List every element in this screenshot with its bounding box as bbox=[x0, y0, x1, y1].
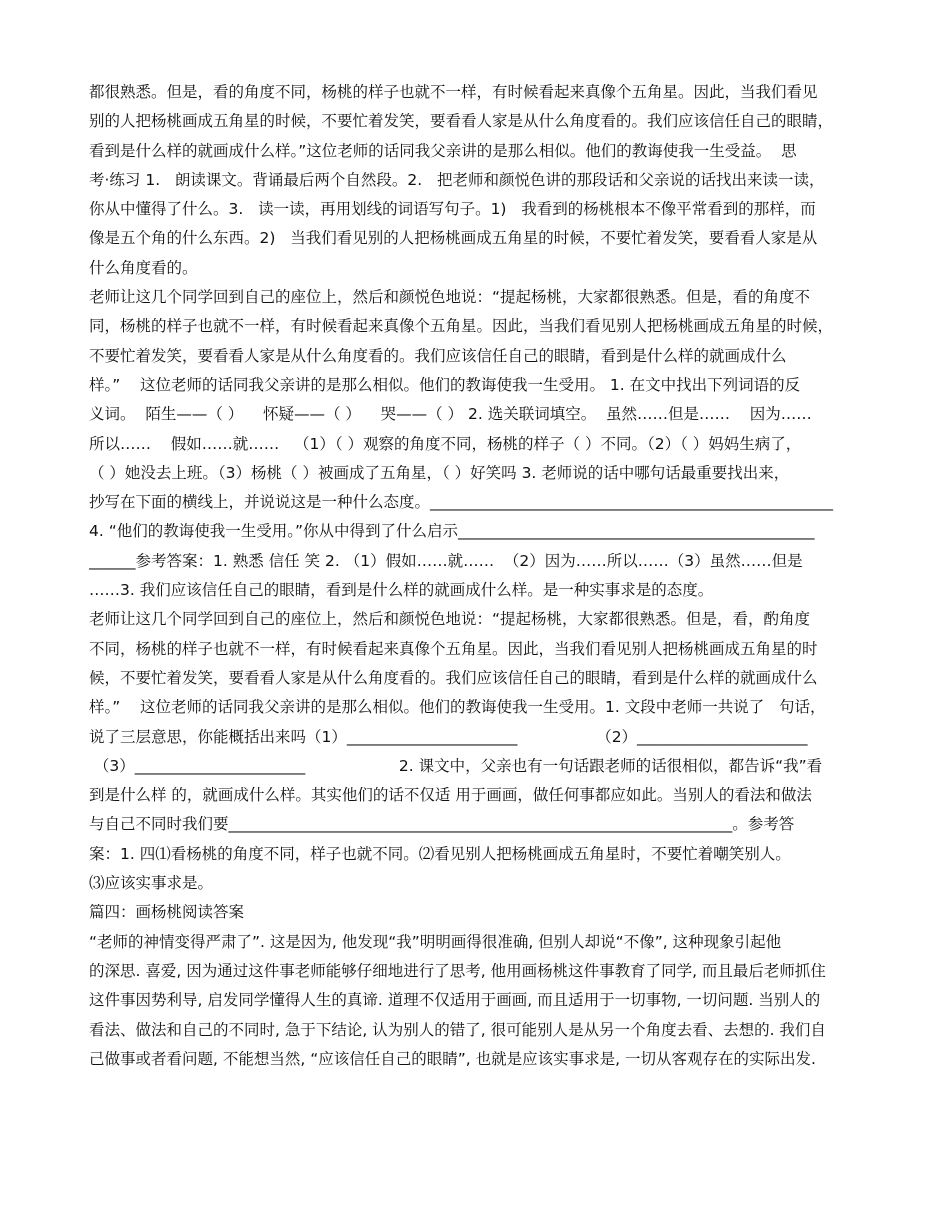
text-line: “老师的神情变得严肃了”. 这是因为, 他发现“我”明明画得很准确, 但别人却说“不像”, 这种现象引起他 bbox=[89, 932, 782, 951]
text-line: 考·练习 1. 朗读课文。背诵最后两个自然段。2. 把老师和颜悦色讲的那段话和父亲说的话找出来读一读， bbox=[89, 170, 825, 189]
text-line: 同，杨桃的样子也就不一样，有时候看起来真像个五角星。因此，当我们看见别人把杨桃画成五角星的时候， bbox=[89, 317, 834, 336]
text-line: （3）______________________ 2. 课文中，父亲也有一句话跟老师的话很相似，都告诉“我”看 bbox=[89, 756, 823, 775]
text-line: 你从中懂得了什么。3. 读一读，再用划线的词语写句子。1) 我看到的杨桃根本不像平常看到的那样，而 bbox=[89, 200, 816, 219]
text-line: 老师让这几个同学回到自己的座位上，然后和颜悦色地说：“提起杨桃，大家都很熟悉。但是，看，酌角度 bbox=[89, 610, 811, 629]
text-line: 案：1. 四⑴看杨桃的角度不同，样子也就不同。⑵看见别人把杨桃画成五角星时，不要忙着嘲笑别人。 bbox=[89, 844, 791, 863]
text-line: 4. “他们的教诲使我一生受用。”你从中得到了什么启示______________________________________________ bbox=[89, 522, 815, 541]
text-line: 不同，杨桃的样子也就不一样，有时候看起来真像个五角星。因此，当我们看见别人把杨桃画成五角星的时 bbox=[89, 639, 818, 658]
text-line: 像是五个角的什么东西。2) 当我们看见别的人把杨桃画成五角星的时候，不要忙着发笑，要看看人家是从 bbox=[89, 229, 818, 248]
text-line: 样。” 这位老师的话同我父亲讲的是那么相似。他们的教诲使我一生受用。 1. 在文中找出下列词语的反 bbox=[89, 375, 801, 394]
text-line: 己做事或者看问题, 不能想当然, “应该信任自己的眼睛”, 也就是应该实事求是, 一切从客观存在的实际出发. bbox=[89, 1049, 816, 1068]
text-line: （ ）她没去上班。（3）杨桃（ ）被画成了五角星，（ ）好笑吗 3. 老师说的话中哪句话最重要找出来， bbox=[89, 463, 790, 482]
text-line: 看法、做法和自己的不同时, 急于下结论, 认为别人的错了, 很可能别人是从另一个角度去看、去想的. 我们自 bbox=[89, 1020, 826, 1039]
text-line: 都很熟悉。但是，看的角度不同，杨桃的样子也就不一样，有时候看起来真像个五角星。因此，当我们看见 bbox=[89, 83, 818, 101]
text-line: 老师让这几个同学回到自己的座位上，然后和颜悦色地说：“提起杨桃，大家都很熟悉。但是，看的角度不 bbox=[89, 288, 811, 307]
text-line: 什么角度看的。 bbox=[89, 258, 198, 277]
section-heading: 篇四：画杨桃阅读答案 bbox=[89, 903, 245, 922]
text-line: 别的人把杨桃画成五角星的时候，不要忙着发笑，要看看人家是从什么角度看的。我们应该信任自己的眼睛， bbox=[89, 112, 834, 131]
text-line: ⑶应该实事求是。 bbox=[89, 874, 214, 893]
text-line: 不要忙着发笑，要看看人家是从什么角度看的。我们应该信任自己的眼睛，看到是什么样的就画成什么 bbox=[89, 346, 787, 365]
text-line: ______参考答案：1. 熟悉 信任 笑 2. （1）假如……就…… （2）因为……所以……（3）虽然……但是 bbox=[89, 551, 803, 570]
text-line: 的深思. 喜爱, 因为通过这件事老师能够仔细地进行了思考, 他用画杨桃这件事教育了同学, 而且最后老师抓住 bbox=[89, 961, 826, 980]
text-line: 候，不要忙着发笑，要看看人家是从什么角度看的。我们应该信任自己的眼睛，看到是什么样的就画成什么 bbox=[89, 668, 818, 687]
text-line: 抄写在下面的横线上，并说说这是一种什么态度。____________________________________________________ bbox=[89, 493, 834, 512]
text-line: ……3. 我们应该信任自己的眼睛，看到是什么样的就画成什么样。是一种实事求是的态度。 bbox=[89, 581, 714, 600]
text-line: 与自己不同时我们要_________________________________________________________________。参考答 bbox=[89, 815, 795, 834]
text-line: 看到是什么样的就画成什么样。”这位老师的话同我父亲讲的是那么相似。他们的教诲使我一生受益。 思 bbox=[89, 141, 797, 160]
text-line: 样。” 这位老师的话同我父亲讲的是那么相似。他们的教诲使我一生受用。1. 文段中老师一共说了 句话， bbox=[89, 698, 826, 717]
text-line: 说了三层意思，你能概括出来吗（1）______________________ （2）______________________ bbox=[89, 727, 808, 746]
text-line: 所以…… 假如……就…… （1）（ ）观察的角度不同，杨桃的样子（ ）不同。（2）（ ）妈妈生病了， bbox=[89, 434, 802, 453]
text-line: 到是什么样 的，就画成什么样。其实他们的话不仅适 用于画画，做任何事都应如此。当别人的看法和做法 bbox=[89, 786, 812, 805]
text-line: 义词。 陌生——（ ） 怀疑——（ ） 哭——（ ） 2. 选关联词填空。 虽然……但是…… 因为…… bbox=[89, 405, 812, 424]
text-line: 这件事因势利导, 启发同学懂得人生的真谛. 道理不仅适用于画画, 而且适用于一切事物, 一切问题. 当别人的 bbox=[89, 991, 821, 1010]
